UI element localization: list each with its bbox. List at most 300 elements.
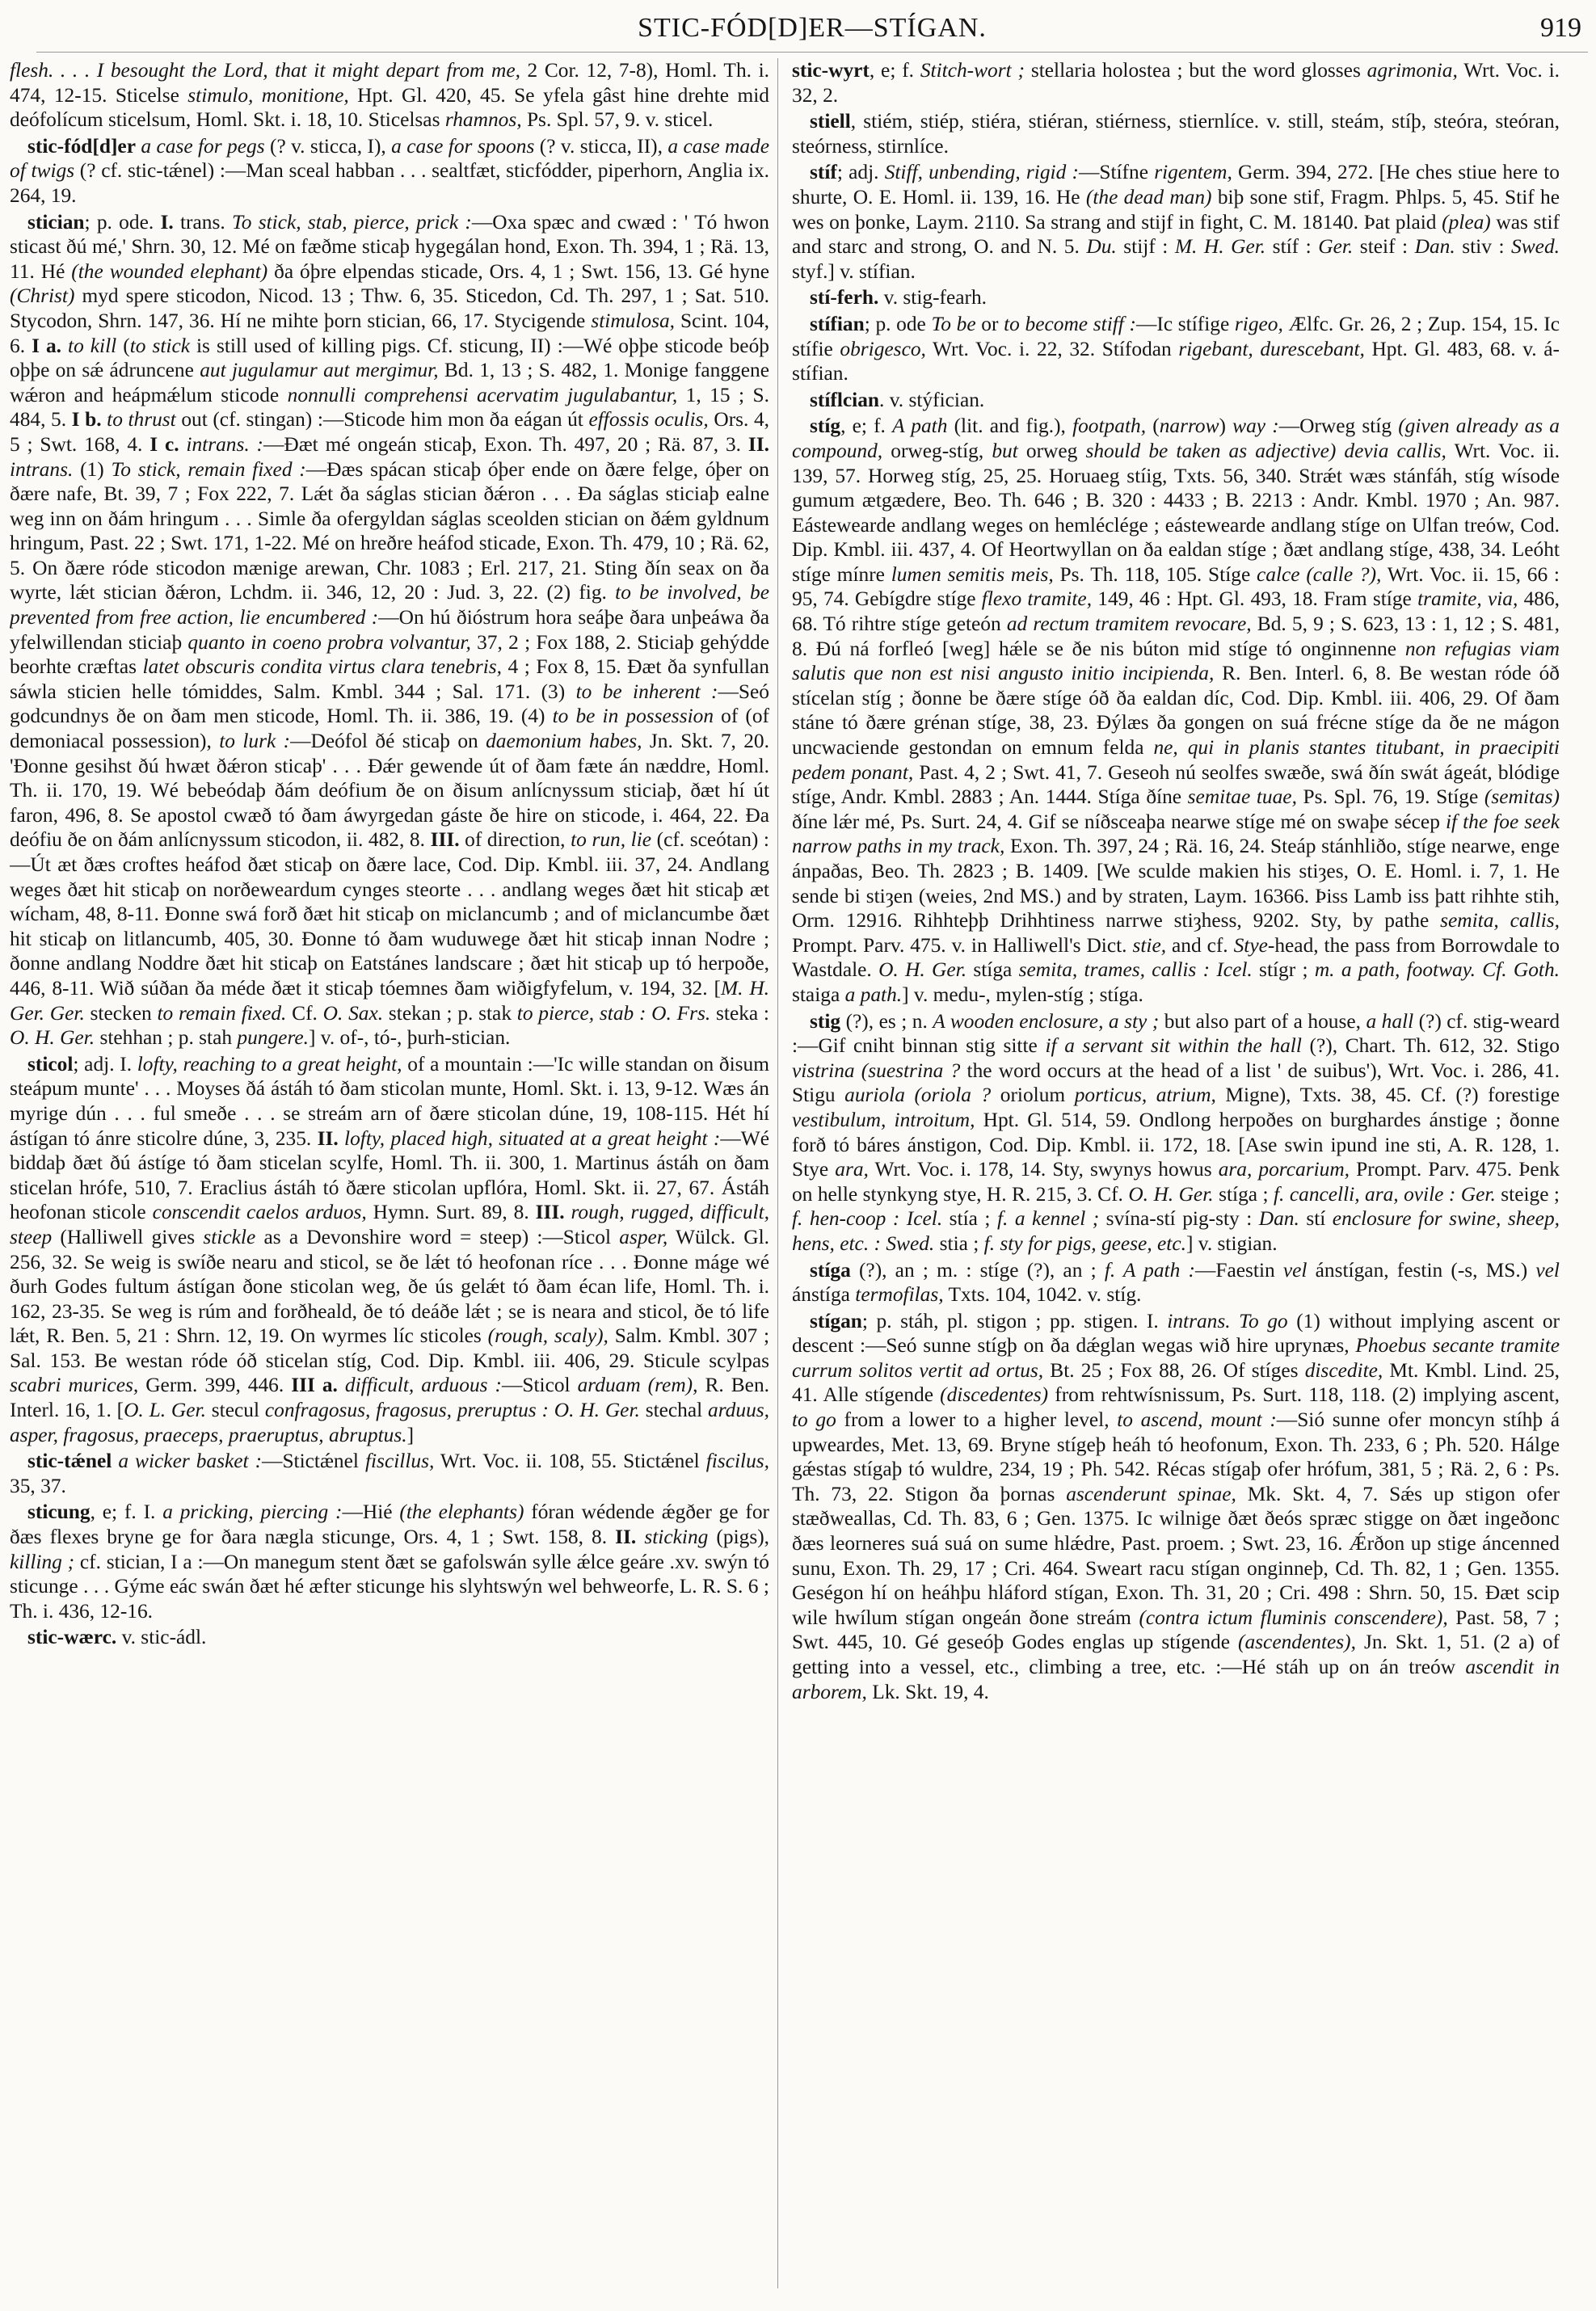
italic-text: stimulo, monitione, bbox=[187, 83, 349, 107]
headword: stiell bbox=[810, 110, 851, 133]
entry-text: steka : bbox=[710, 1001, 769, 1025]
headword: stic-wærc. bbox=[27, 1626, 117, 1649]
italic-text: scabri murices, bbox=[10, 1374, 139, 1397]
italic-text: M. H. Ger. bbox=[1174, 235, 1266, 259]
italic-text: (discedentes) bbox=[940, 1383, 1049, 1407]
entry-text: oriolum bbox=[991, 1084, 1075, 1107]
headword: II. bbox=[747, 432, 769, 456]
dictionary-entry bbox=[792, 312, 1560, 386]
headword: stífian bbox=[810, 312, 865, 335]
entry-text: stellaria holostea ; but the word glosses bbox=[1024, 59, 1367, 82]
entry-text: Ps. Spl. 76, 19. Stíge bbox=[1296, 785, 1484, 809]
italic-text: pungere. bbox=[237, 1026, 309, 1050]
entry-text: ánstígan, festin (-s, MS.) bbox=[1307, 1258, 1536, 1282]
italic-text: Phoebus secante tramite currum solitos vertit ad ortus, bbox=[792, 1334, 1560, 1382]
italic-text: O. H. Ger. bbox=[1128, 1182, 1214, 1206]
italic-text: fiscilus, bbox=[705, 1450, 769, 1473]
entry-text: stíf : bbox=[1265, 235, 1319, 259]
italic-text: Dan. bbox=[1414, 235, 1455, 259]
headword: III. bbox=[430, 828, 460, 852]
italic-text: A path bbox=[892, 415, 948, 438]
dictionary-entry bbox=[10, 134, 769, 208]
italic-text: fiscillus, bbox=[364, 1450, 435, 1473]
entry-text: stiv : bbox=[1455, 235, 1512, 259]
entry-text: (? cf. stic-tǽnel) :—Man sceal habban . . . sealtfæt, sticfódder, piperhorn, Anglia ix. 264, 19. bbox=[10, 159, 769, 207]
entry-text: out (cf. stingan) :—Sticode him mon ða eágan út bbox=[175, 408, 589, 431]
entry-text: of (of demoniacal possession), bbox=[10, 705, 769, 753]
italic-text: calce (calle ?), bbox=[1257, 562, 1382, 586]
headword: stíf bbox=[810, 161, 837, 184]
italic-text: m. a path, footway. Cf. Goth. bbox=[1314, 958, 1560, 982]
entry-text: stechal bbox=[639, 1399, 709, 1422]
dictionary-entry bbox=[10, 1625, 769, 1650]
entry-text: ; adj. bbox=[836, 161, 885, 184]
italic-text: a pricking, piercing : bbox=[162, 1501, 343, 1524]
italic-text: Ger. bbox=[1318, 235, 1354, 259]
entry-text: , e; f. I. bbox=[90, 1501, 163, 1524]
italic-text: semitae tuae, bbox=[1187, 785, 1297, 809]
entry-text: (?), es ; n. bbox=[840, 1009, 933, 1033]
entry-text: 486, 68. Tó rihtre stíge geteón bbox=[792, 587, 1560, 636]
italic-text: asper, bbox=[619, 1225, 668, 1248]
headword: stígan bbox=[810, 1309, 862, 1332]
headword: stic-wyrt bbox=[792, 59, 870, 82]
italic-text: Dan. bbox=[1258, 1207, 1299, 1231]
entry-text: Salm. Kmbl. 307 ; Sal. 153. Be westan róde óð sticelan stíg, Cod. Dip. Kmbl. iii. 406, 29. Sticule scylpas bbox=[10, 1324, 769, 1372]
italic-text: conscendit caelos arduos, bbox=[152, 1201, 367, 1224]
italic-text: ara, porcarium, bbox=[1218, 1158, 1350, 1181]
italic-text: ara, bbox=[835, 1158, 869, 1181]
entry-text: 1, 15 ; S. 484, 5. bbox=[10, 383, 769, 431]
entry-text: (1) without implying ascent or descent :—Seó sunne stígþ on ða dǽglan wegas wið hire uprynæs, bbox=[792, 1309, 1560, 1358]
entry-text: of direction, bbox=[459, 828, 571, 852]
entry-text: Ælfc. Gr. 26, 2 ; Zup. 154, 15. Ic stífie bbox=[792, 312, 1560, 360]
entry-text: Mk. Skt. 4, 7. Sǽs up stigon ofer stæðweallas, Cd. Th. 83, 6 ; Gen. 1375. Ic wilnige ðæt ðeós spræc stigge on ðæt ingeðonc ðæs leorneres suá suá on sume hlǽdre, Past. proem. ; Swt. 23, 16. Ǽrðon up stige áncenned sunu, Exon. Th. 29, 17 ; Cri. 464. Sweart racu stígan onginneþ, Cd. Th. 82, 1 ; Gen. 1355. Geségon hí on heáhþu hláford stígan, Exon. Th. 31, 20 ; Cri. 498 : Shrn. 50, 15. Ðæt scip wile hwílum stígan ongeán ðone streám bbox=[792, 1482, 1560, 1629]
entry-text: —Oxa spæc and cwæd : ' Tó hwon sticast ðú mé,' Shrn. 30, 12. Mé on fæðme sticaþ hygegálan hond, Exon. Th. 394, 1 ; Rä. 13, 11. Hé bbox=[10, 210, 769, 283]
entry-text: (lit. and fig.), bbox=[947, 415, 1073, 438]
italic-text: rhamnos, bbox=[444, 108, 522, 132]
entry-text: —Stífne bbox=[1078, 161, 1155, 184]
entry-text: 4 ; Fox 8, 15. Ðæt ða synfullan sáwla sticien helle tómiddes, Salm. Kmbl. 344 ; Sal. 171. (3) bbox=[10, 655, 769, 703]
italic-text: to run, lie bbox=[571, 828, 652, 852]
headword: stíg bbox=[810, 415, 841, 438]
entry-text: 37, 2 ; Fox 188, 2. Sticiaþ gehýdde beorhte cræftas bbox=[10, 630, 769, 679]
entry-text: biþ sone stif, Fragm. Phlps. 5, 45. Stif he wes on þonke, Laym. 2110. Sa strang and stijf in fight, C. M. 18140. Þat plaid bbox=[792, 185, 1560, 234]
entry-text: 2 Cor. 12, 7-8), Homl. Th. i. 474, 12-15. Sticelse bbox=[10, 59, 769, 107]
headword: I a. bbox=[32, 334, 61, 357]
entry-text: (pigs), bbox=[708, 1526, 769, 1549]
headword: stíflcian bbox=[810, 388, 880, 411]
entry-text: R. Ben. Interl. 16, 1. [ bbox=[10, 1374, 769, 1422]
entry-text: Past. 58, 7 ; Swt. 445, 10. Gé geseóþ Godes englas up stígende bbox=[792, 1606, 1560, 1654]
italic-text: obrigesco, bbox=[840, 337, 926, 360]
entry-text: —Ðæt mé ongeán sticaþ, Exon. Th. 497, 20 ; Rä. 87, 3. bbox=[263, 432, 748, 456]
entry-text: (? v. sticca, I), bbox=[264, 134, 392, 158]
italic-text: rigeo, bbox=[1234, 312, 1283, 335]
entry-text: —Sticol bbox=[501, 1374, 578, 1397]
entry-text: ða óþre elpendas sticade, Ors. 4, 1 ; Swt. 156, 13. Gé hyne bbox=[267, 259, 769, 283]
entry-text: —Hié bbox=[342, 1501, 400, 1524]
entry-text: —Ðæs spácan sticaþ óþer ende on ðære felge, óþer on ðære nafe, Bt. 39, 7 ; Fox 222, 7. Lǽt ða ságlas stician ðǽron . . . Ða ságlas sticiaþ ealne weg inn on ðám hringum . . . Simle ða ofergyldan ságlas sceolden stician on ðǽm gyldnum hringum, Past. 22 ; Swt. 171, 1-22. Mé on hreðre heáfod sticade, Exon. Th. 479, 10 ; Rä. 62, 5. On ðære róde sticodon mænige arewan, Chr. 1083 ; Erl. 217, 21. Sting ðín seax on ða wyrte, lǽt stician ðǽron, Lchdm. ii. 346, 12, 20 : Jud. 3, 22. (2) fig. bbox=[10, 457, 769, 604]
entry-text: ] v. medu-, mylen-stíg ; stíga. bbox=[902, 983, 1143, 1006]
entry-text: Hpt. Gl. 420, 45. Se yfela gâst hine drehte mid deófolícum sticelsum, Homl. Skt. i. 18, 10. Sticelsas bbox=[10, 83, 769, 132]
italic-text: to be inherent : bbox=[575, 680, 718, 703]
entry-text: —Orweg stíg bbox=[1278, 415, 1399, 438]
italic-text: vestibulum, introitum, bbox=[792, 1108, 975, 1131]
entry-text: stia ; bbox=[934, 1231, 984, 1255]
italic-text: a case made of twigs bbox=[10, 134, 769, 183]
italic-text: stickle bbox=[203, 1225, 256, 1248]
italic-text: to become stiff : bbox=[1004, 312, 1136, 335]
entry-text: , stiém, stiép, stiéra, stiéran, stiérness, stiernlíce. v. still, steám, stíþ, steóra, steóran, steórness, stirnlíce. bbox=[792, 110, 1560, 158]
entry-text: , e; f. bbox=[840, 415, 893, 438]
italic-text: To stick, remain fixed : bbox=[111, 457, 306, 481]
italic-text: f. A path : bbox=[1104, 1258, 1195, 1282]
italic-text: a path. bbox=[844, 983, 903, 1006]
entry-text: Wrt. Voc. i. 22, 32. Stífodan bbox=[925, 337, 1179, 360]
entry-text: Scint. 104, 6. bbox=[10, 309, 769, 357]
italic-text: (ascendentes), bbox=[1238, 1631, 1356, 1654]
entry-text: from rehtwísnissum, Ps. Surt. 118, 118. (2) implying ascent, bbox=[1048, 1383, 1560, 1407]
entry-text: stehhan ; p. stah bbox=[95, 1026, 238, 1050]
entry-text: fóran wédende ǽgðer ge for ðæs flexes bryne ge for ðara nægla sticunge, Ors. 4, 1 ; Swt. 158, 8. bbox=[10, 1501, 769, 1549]
italic-text: arduus, asper, fragosus, praeceps, praeruptus, abruptus. bbox=[10, 1399, 769, 1446]
entry-text: stecken bbox=[84, 1001, 158, 1025]
italic-text: a hall bbox=[1366, 1009, 1414, 1033]
entry-text: —Faestin bbox=[1194, 1258, 1283, 1282]
entry-text: (?), an ; m. : stíge (?), an ; bbox=[850, 1258, 1105, 1282]
entry-text: Lk. Skt. 19, 4. bbox=[866, 1680, 989, 1703]
entry-text: as a Devonshire word = steep) :—Sticol bbox=[255, 1225, 620, 1248]
headword: stic-tǽnel bbox=[27, 1450, 112, 1473]
entry-text: stíga ; bbox=[1213, 1182, 1274, 1206]
italic-text: lumen semitis meis, bbox=[891, 562, 1054, 586]
italic-text: to pierce, stab : O. Frs. bbox=[516, 1001, 711, 1025]
entry-text: ) bbox=[1219, 415, 1233, 438]
italic-text: rough, rugged, difficult, steep bbox=[10, 1201, 769, 1248]
italic-text: ascendit in arborem, bbox=[792, 1656, 1560, 1703]
entry-text: v. stic-ádl. bbox=[116, 1626, 207, 1649]
entry-text: -head, the pass from Borrowdale to Wastdale. bbox=[792, 933, 1560, 982]
headword: stíga bbox=[810, 1258, 851, 1282]
italic-text: (the dead man) bbox=[1085, 185, 1212, 208]
italic-text: f. hen-coop : Icel. bbox=[792, 1207, 943, 1231]
entry-text: Germ. 394, 272. [He ches stiue here to shurte, O. E. Homl. ii. 139, 16. He bbox=[792, 161, 1560, 208]
italic-text: (the wounded elephant) bbox=[71, 259, 268, 283]
entry-text: Jn. Skt. 1, 51. (2 a) of getting into a vessel, etc., climbing a tree, etc. :—Hé stáh up on án treów bbox=[792, 1631, 1560, 1678]
italic-text: way : bbox=[1232, 415, 1279, 438]
entry-text: Wrt. Voc. i. 32, 2. bbox=[792, 59, 1560, 107]
italic-text: tramite, via, bbox=[1417, 587, 1518, 611]
italic-text: effossis oculis, bbox=[588, 408, 709, 431]
entry-text: ánstíga bbox=[792, 1283, 856, 1307]
entry-text: orweg bbox=[1017, 439, 1086, 462]
entry-text: Hpt. Gl. 483, 68. v. á-stífian. bbox=[792, 337, 1560, 385]
right-column bbox=[792, 58, 1560, 2296]
entry-text: Wrt. Voc. ii. 139, 57. Horweg stíg, 25, 25. Horuaeg stíig, Txts. 56, 340. Strǽt wæs stánfáh, stíg wísode gumum ætgædere, Beo. Th. 646 ; B. 320 : 4433 ; B. 2213 : Andr. Kmbl. 1970 ; An. 987. Eástewearde andlang weges on hemléclége ; eástewearde andlang stíge on Ulfan treów, Cod. Dip. Kmbl. iii. 437, 4. Of Heortwyllan on ða ealdan stíge ; ðæt andlang stíge, 438, 34. Leóht stíge mínre bbox=[792, 439, 1560, 586]
entry-text: Prompt. Parv. 475. v. in Halliwell's Dict. bbox=[792, 933, 1133, 957]
entry-text: (?), Chart. Th. 612, 32. Stigo bbox=[1301, 1034, 1560, 1058]
italic-text: intrans. bbox=[10, 457, 74, 481]
entry-text: Wrt. Voc. ii. 108, 55. Stictǽnel bbox=[434, 1450, 706, 1473]
italic-text: semita, callis, bbox=[1440, 909, 1560, 932]
italic-text: f. a kennel ; bbox=[996, 1207, 1100, 1231]
entry-text: ; adj. I. bbox=[73, 1052, 137, 1076]
entry-text: Exon. Th. 397, 24 ; Rä. 16, 24. Steáp stánhliðo, stíge nearwe, enge ánpaðas, Beo. Th. 2823 ; B. 1409. [We sculde makien his stiȝes, O. E. Homl. i. 7, 1. He sende bi stiȝen (weies, 2nd MS.) and by straten, Laym. 16366. Þiss Lamb iss þatt rihhte stih, Orm. 12916. Rihhteþþ Drihhtiness narrwe stiȝhess, 9202. Sty, by pathe bbox=[792, 835, 1560, 932]
dictionary-entry bbox=[792, 1009, 1560, 1257]
italic-text: lofty, placed high, situated at a great height : bbox=[338, 1126, 721, 1150]
headword: stician bbox=[27, 210, 85, 234]
dictionary-entry bbox=[10, 1500, 769, 1623]
entry-text: stí bbox=[1299, 1207, 1333, 1231]
page-header bbox=[36, 11, 1588, 53]
italic-text: vel bbox=[1535, 1258, 1560, 1282]
entry-text: Ps. Spl. 57, 9. v. sticel. bbox=[521, 108, 714, 132]
italic-text: to stick bbox=[129, 334, 190, 357]
dictionary-entry bbox=[792, 160, 1560, 284]
entry-text: ] bbox=[406, 1423, 415, 1446]
italic-text: sticking bbox=[636, 1526, 709, 1549]
entry-text: ] v. of-, tó-, þurh-stician. bbox=[309, 1026, 511, 1050]
headword: stic-fód[d]er bbox=[27, 134, 136, 158]
running-head: STIC-FÓD[D]ER—STÍGAN. bbox=[638, 13, 987, 43]
italic-text: Stitch-wort ; bbox=[920, 59, 1025, 82]
entry-text: (cf. sceótan) :—Út æt ðæs croftes heáfod ðæt sticaþ on ðære lace, Cod. Dip. Kmbl. iii. 37, 24. Andlang weges ðæt hit sticaþ on norðeweardum cynges steorte . . . andlang weges ðæt hit sticaþ æt wícham, 48, 8-11. Ðonne swá forð ðæt hit sticaþ on miclancumb ; and of miclancumbe ðæt hit sticaþ on litlancumb, 405, 30. Ðonne tó ðam wuduwege ðæt hit sticaþ innan Nodre ; ðonne andlang Noddre ðæt hit sticaþ on Eatstánes landscare ; ðæt hit sticaþ up tó herpoðe, 446, 8-11. Wið súðan ða méde ðæt it sticaþ tóemnes ðam wiðigfyfelum, v. 194, 32. [ bbox=[10, 828, 769, 1000]
italic-text: O. H. Ger. bbox=[10, 1026, 95, 1050]
italic-text: narrow bbox=[1159, 415, 1219, 438]
entry-text: Hymn. Surt. 89, 8. bbox=[366, 1201, 536, 1224]
headword: I b. bbox=[71, 408, 102, 431]
italic-text: (rough, scaly), bbox=[487, 1324, 609, 1348]
italic-text: rigentem, bbox=[1154, 161, 1232, 184]
entry-text: Past. 4, 2 ; Swt. 41, 7. Geseoh nú seolfes swæðe, swá ðín swát ágeát, blódige stíge, Andr. Kmbl. 2883 ; An. 1444. Stíga ðíne bbox=[792, 760, 1560, 809]
italic-text: To be bbox=[931, 312, 976, 335]
italic-text: a wicker basket : bbox=[112, 1450, 263, 1473]
headword: sticol bbox=[27, 1052, 74, 1076]
headword: III. bbox=[535, 1201, 565, 1224]
dictionary-entry bbox=[10, 58, 769, 133]
entry-text: from a lower to a higher level, bbox=[836, 1408, 1118, 1432]
italic-text: devia callis, bbox=[1336, 439, 1447, 462]
entry-text: trans. bbox=[173, 210, 232, 234]
italic-text: intrans. : bbox=[179, 432, 264, 456]
headword: II. bbox=[615, 1526, 637, 1549]
entry-text: steige ; bbox=[1495, 1182, 1560, 1206]
italic-text: (contra ictum fluminis conscendere), bbox=[1139, 1606, 1448, 1629]
entry-text: 35, 37. bbox=[10, 1474, 66, 1497]
italic-text: aut jugulamur aut mergimur, bbox=[200, 359, 439, 382]
entry-text: ] v. stigian. bbox=[1185, 1231, 1278, 1255]
italic-text: vistrina (suestrina ? bbox=[792, 1059, 961, 1082]
left-column bbox=[10, 58, 769, 2296]
entry-text: of a mountain :—'Ic wille standan on ðisum steápum munte' . . . Moyses ðá ástáh tó ðam sticolan munte, Homl. Skt. i. 13, 9-12. Wæs án myrige dún . . . ful smeðe . . . se streám arn of ðære sticolan dúne, 19, 108-115. Hét hí ástígan tó ánre sticolre dúne, 3, 235. bbox=[10, 1052, 769, 1150]
italic-text: auriola (oriola ? bbox=[844, 1084, 992, 1107]
dictionary-entry bbox=[792, 1309, 1560, 1705]
entry-text: Cf. bbox=[286, 1001, 323, 1025]
entry-text: —Ic stífige bbox=[1135, 312, 1235, 335]
italic-text: Stye bbox=[1233, 933, 1268, 957]
dictionary-entry bbox=[792, 1258, 1560, 1307]
italic-text: f. cancelli, ara, ovile : Ger. bbox=[1274, 1182, 1496, 1206]
entry-text: —Deófol ðé sticaþ on bbox=[290, 730, 486, 753]
italic-text: ne, qui in planis stantes titubant, in praecipiti pedem ponant, bbox=[792, 736, 1560, 784]
entry-text: staiga bbox=[792, 983, 845, 1006]
entry-text: but also part of a house, bbox=[1159, 1009, 1366, 1033]
entry-text: v. stig-fearh. bbox=[878, 286, 987, 309]
italic-text: vel bbox=[1282, 1258, 1308, 1282]
italic-text: flesh. . . . I besought the Lord, that it might depart from me, bbox=[10, 59, 520, 82]
italic-text: semita, trames, callis : Icel. bbox=[1018, 958, 1253, 982]
italic-text: discedite, bbox=[1304, 1358, 1383, 1382]
entry-text: Bd. 1, 13 ; S. 482, 1. Monige fanggene wǽron and heápmǽlum sticode bbox=[10, 359, 769, 406]
entry-text: 149, 46 : Hpt. Gl. 493, 18. Fram stíge bbox=[1092, 587, 1418, 611]
italic-text: stie, bbox=[1132, 933, 1167, 957]
entry-text: ðíne lǽr mé, Ps. Surt. 24, 4. Gif se níðsceaþa nearwe stíge mé on swaþe sécep bbox=[792, 810, 1446, 833]
italic-text: difficult, arduous : bbox=[337, 1374, 502, 1397]
entry-text: stijf : bbox=[1116, 235, 1175, 259]
italic-text: stimulosa, bbox=[591, 309, 676, 332]
entry-text: is still used of killing pigs. Cf. sticung, II) :—Wé oþþe sticode beóþ oþþe on sǽ ádruncene bbox=[10, 334, 769, 382]
italic-text: nonnulli comprehensi acervatim jugulabantur, bbox=[287, 383, 678, 406]
headword: stí-ferh. bbox=[810, 286, 879, 309]
italic-text: quanto in coeno probra volvantur, bbox=[187, 630, 471, 654]
italic-text: to thrust bbox=[101, 408, 176, 431]
entry-text: Wrt. Voc. ii. 15, 66 : 95, 74. Gebígdre stíge bbox=[792, 562, 1560, 611]
entry-text: Mt. Kmbl. Lind. 25, 41. Alle stígende bbox=[792, 1358, 1560, 1407]
entry-text: stígr ; bbox=[1252, 958, 1315, 982]
entry-text: ( bbox=[116, 334, 130, 357]
entry-text: stekan ; p. stak bbox=[383, 1001, 517, 1025]
italic-text: M. H. Ger. Ger. bbox=[10, 976, 769, 1025]
italic-text: To stick, stab, pierce, prick : bbox=[231, 210, 472, 234]
italic-text: ascenderunt spinae, bbox=[1066, 1482, 1236, 1505]
italic-text: intrans. To go bbox=[1167, 1309, 1288, 1332]
entry-text: (Halliwell gives bbox=[52, 1225, 204, 1248]
entry-text: Ors. 4, 5 ; Swt. 168, 4. bbox=[10, 408, 769, 456]
entry-text: ; p. stáh, pl. stigon ; pp. stigen. I. bbox=[861, 1309, 1168, 1332]
italic-text: ad rectum tramitem revocare, bbox=[1006, 612, 1252, 636]
italic-text: to remain fixed. bbox=[157, 1001, 287, 1025]
entry-text: orweg-stíg, bbox=[882, 439, 992, 462]
italic-text: Stiff, unbending, rigid : bbox=[884, 161, 1079, 184]
entry-text: Bt. 25 ; Fox 88, 26. Of stíges bbox=[1043, 1358, 1305, 1382]
headword: III a. bbox=[291, 1374, 338, 1397]
italic-text: A wooden enclosure, a sty ; bbox=[933, 1009, 1160, 1033]
italic-text: lofty, reaching to a great height, bbox=[137, 1052, 402, 1076]
italic-text: O. L. Ger. bbox=[124, 1399, 206, 1422]
entry-text: Hpt. Gl. 514, 59. Ondlong herpoðes on burghardes ánstige ; ðonne forð tó báres ánstigon, Cod. Dip. Kmbl. ii. 172, 18. [Ase swin ipund ine sti, A. R. 128, 1. Stye bbox=[792, 1108, 1560, 1181]
entry-text: Jn. Skt. 7, 20. 'Ðonne gesihst ðú hwæt ðǽron sticaþ' . . . Ðǽr gewende út of ðam fæte án næddre, Homl. Th. ii. 170, 19. Wé bebeódaþ ðám deófium ðe on ðisum anlícnyssum sticiaþ, ðæt hí út faron, 496, 8. Se apostol cwæð tó ðam áwyrgedan gáste ðe hire on sticode, i. 464, 22. Ða deófiu ðe on ðám anlícnyssum sticodon, ii. 482, 8. bbox=[10, 730, 769, 852]
italic-text: rigebant, durescebant, bbox=[1178, 337, 1365, 360]
entry-text: and cf. bbox=[1166, 933, 1234, 957]
entry-text: or bbox=[975, 312, 1004, 335]
italic-text: to be involved, be prevented from free action, lie encumbered : bbox=[10, 581, 769, 629]
italic-text: f. sty for pigs, geese, etc. bbox=[983, 1231, 1186, 1255]
entry-text: stía ; bbox=[942, 1207, 997, 1231]
entry-text: myd spere sticodon, Nicod. 13 ; Thw. 6, 35. Sticedon, Cd. Th. 297, 1 ; Sat. 510. Stycodon, Shrn. 147, 36. Hí ne mihte þorn stician, 66, 17. Stycigende bbox=[10, 284, 769, 332]
entry-text: . v. stýfician. bbox=[879, 388, 985, 411]
headword: stig bbox=[810, 1009, 841, 1033]
italic-text: (Christ) bbox=[10, 284, 75, 308]
headword: I. bbox=[160, 210, 174, 234]
italic-text: (given already as a compound, bbox=[792, 415, 1560, 462]
entry-text: cf. stician, I a :—On manegum stent ðæt se gafolswán sylle ǽlce geáre .xv. swýn tó sticunge . . . Gýme eác swán ðæt hé æfter sticunge his slyhtswýn wel behweorfe, L. R. S. 6 ; Th. i. 436, 12-16. bbox=[10, 1550, 769, 1623]
entry-text: ; p. ode bbox=[864, 312, 932, 335]
entry-text: steif : bbox=[1353, 235, 1415, 259]
headword: I c. bbox=[149, 432, 179, 456]
italic-text: (plea) bbox=[1442, 210, 1491, 234]
entry-text: —On hú ðióstrum hora seáþe ðara unþeáwa ða yfelwillendan sticiaþ bbox=[10, 606, 769, 654]
column-divider bbox=[777, 58, 778, 2288]
italic-text: but bbox=[992, 439, 1018, 462]
entry-text: (?) cf. stig-weard :—Gif cniht binnan stig sitte bbox=[792, 1009, 1560, 1058]
entry-text: —Stictǽnel bbox=[262, 1450, 365, 1473]
entry-text: Txts. 104, 1042. v. stíg. bbox=[943, 1283, 1142, 1307]
dictionary-entry bbox=[10, 1449, 769, 1498]
italic-text: O. H. Ger. bbox=[878, 958, 967, 982]
italic-text: (the elephants) bbox=[399, 1501, 524, 1524]
entry-text: Ps. Th. 118, 105. Stíge bbox=[1053, 562, 1257, 586]
entry-text: ( bbox=[1146, 415, 1160, 438]
entry-text: ; p. ode. bbox=[84, 210, 161, 234]
entry-text: Germ. 399, 446. bbox=[138, 1374, 292, 1397]
entry-text: —Wé biddaþ ðæt ðú ástíge tó ðam sticelan scylfe, Homl. Th. ii. 300, 1. Martinus ástáh on ðam sticelan hrófe, 510, 7. Eraclius ástáh tó ðære sticolan upflóra, Homl. Skt. ii. 27, 67. Ástáh heofonan sticole bbox=[10, 1126, 769, 1224]
entry-text: Bd. 5, 9 ; S. 623, 13 : 1, 12 ; S. 481, 8. Ðú ná forfleó [weg] hǽle se ðe nis búton mid stíge tó onginnenne bbox=[792, 612, 1560, 660]
entry-text: svína-stí pig-sty : bbox=[1099, 1207, 1259, 1231]
italic-text: arduam (rem), bbox=[577, 1374, 698, 1397]
entry-text: the word occurs at the head of a list ' de suibus'), Wrt. Voc. i. 286, 41. Stigu bbox=[792, 1059, 1560, 1107]
entry-text: Prompt. Parv. 475. Þenk on helle stynkyng stye, H. R. 215, 3. Cf. bbox=[792, 1158, 1560, 1206]
entry-text: (1) bbox=[73, 457, 112, 481]
dictionary-entry bbox=[792, 414, 1560, 1007]
headword: sticung bbox=[27, 1501, 91, 1524]
entry-text: Wülck. Gl. 256, 32. Se weig is swíðe nearu and sticol, se ðe lǽt tó heofonan ríce . . . Ðonne máge wé ðurh Godes fultum ástígan ðone sticolan weg, ðe ús gelǽt tó ðam écan life, Homl. Th. i. 162, 23-35. Se weg is rúm and forðheald, ðe tó deáðe lǽt ; se is neara and sticol, ðe tó life lǽt, R. Ben. 5, 21 : Shrn. 12, 19. On wyrmes líc sticoles bbox=[10, 1225, 769, 1348]
italic-text: flexo tramite, bbox=[981, 587, 1093, 611]
entry-text: stecul bbox=[205, 1399, 265, 1422]
entry-text: styf.] v. stífian. bbox=[792, 259, 916, 283]
italic-text: footpath, bbox=[1072, 415, 1147, 438]
entry-text: stíga bbox=[966, 958, 1019, 982]
italic-text: a case for spoons bbox=[391, 134, 535, 158]
entry-text: , e; f. bbox=[869, 59, 920, 82]
italic-text: a case for pegs bbox=[135, 134, 265, 158]
entry-text: R. Ben. Interl. 6, 8. Be westan róde óð stícelan stíg ; ðonne be ðære stíge óð ða ealdan díc, Cod. Dip. Kmbl. iii. 406, 29. Of ðam stáne tó ðære grénan stíge, 38, 23. Ðýlæs ða gongen on suá frécne stíge da ðe ne mágon uncwaciende gestondan on emnum felda bbox=[792, 662, 1560, 760]
italic-text: non refugias viam salutis que non est nisi angusto initio incipienda, bbox=[792, 637, 1560, 685]
italic-text: termofilas, bbox=[855, 1283, 944, 1307]
italic-text: to go bbox=[792, 1408, 836, 1432]
italic-text: killing ; bbox=[10, 1550, 75, 1573]
entry-text: Wrt. Voc. i. 178, 14. Sty, swynys howus bbox=[868, 1158, 1219, 1181]
italic-text: should be taken as adjective) bbox=[1085, 439, 1337, 462]
italic-text: latet obscuris condita virtus clara tenebris, bbox=[142, 655, 503, 679]
italic-text: to kill bbox=[61, 334, 117, 357]
italic-text: to lurk : bbox=[219, 730, 291, 753]
italic-text: Du. bbox=[1086, 235, 1117, 259]
italic-text: to ascend, mount : bbox=[1117, 1408, 1277, 1432]
dictionary-entry bbox=[792, 109, 1560, 158]
entry-text: (? v. sticca, II), bbox=[534, 134, 668, 158]
italic-text: if the foe seek narrow paths in my track, bbox=[792, 810, 1560, 858]
italic-text: Swed. bbox=[1511, 235, 1560, 259]
dictionary-entry bbox=[792, 388, 1560, 413]
italic-text: O. Sax. bbox=[322, 1001, 384, 1025]
italic-text: (semitas) bbox=[1484, 785, 1560, 809]
entry-text: —Sió sunne ofer moncyn stíhþ á upweardes, Met. 13, 69. Bryne stígeþ heáh tó heofonum, Exon. Th. 233, 6 ; Ph. 520. Hálge gǽstas stígaþ tó wuldre, 234, 19 ; Ph. 542. Récas stígaþ ofer hrófum, 381, 5 ; Rä. 2, 6 : Ps. Th. 73, 22. Stigon ða þornas bbox=[792, 1408, 1560, 1505]
entry-text: was stif and starc and strong, O. and N. 5. bbox=[792, 210, 1560, 259]
italic-text: agrimonia, bbox=[1366, 59, 1458, 82]
italic-text: if a servant sit within the hall bbox=[1045, 1034, 1302, 1058]
italic-text: porticus, atrium, bbox=[1074, 1084, 1216, 1107]
